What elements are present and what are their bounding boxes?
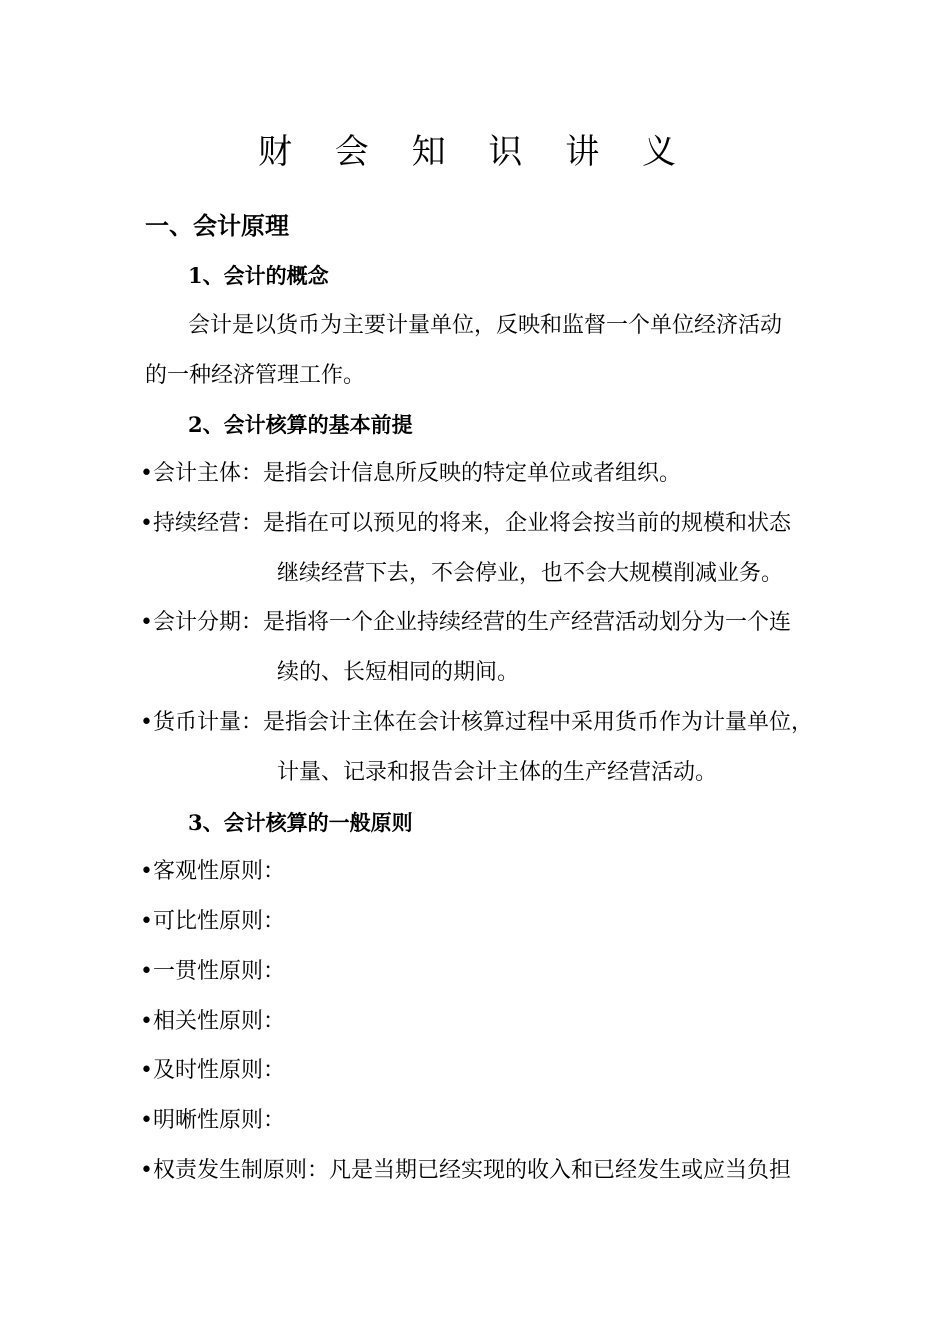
premise-item-going-concern-line-1: •持续经营：是指在可以预见的将来，企业将会按当前的规模和状态	[140, 511, 791, 536]
subheading-general-principles: 3、会计核算的一般原则	[188, 810, 413, 835]
principle-item-accrual-basis: •权责发生制原则：凡是当期已经实现的收入和已经发生或应当负担	[140, 1158, 791, 1183]
section-heading-accounting-principles: 一、会计原理	[145, 212, 289, 240]
premise-item-monetary-measurement-line-1: •货币计量：是指会计主体在会计核算过程中采用货币作为计量单位，	[140, 710, 813, 735]
subheading-accounting-concept: 1、会计的概念	[188, 263, 329, 288]
paragraph-concept-line-2: 的一种经济管理工作。	[145, 363, 366, 388]
premise-item-accounting-period-line-2: 续的、长短相同的期间。	[277, 660, 520, 685]
premise-item-accounting-period-line-1: •会计分期：是指将一个企业持续经营的生产经营活动划分为一个连	[140, 610, 791, 635]
principle-item-timeliness: •及时性原则：	[140, 1058, 285, 1083]
principle-item-relevance: •相关性原则：	[140, 1009, 285, 1034]
document-title: 财 会 知 识 讲 义	[257, 132, 693, 172]
subheading-basic-premises: 2、会计核算的基本前提	[188, 412, 413, 437]
premise-item-going-concern-line-2: 继续经营下去，不会停业，也不会大规模削减业务。	[277, 561, 784, 586]
paragraph-concept-line-1: 会计是以货币为主要计量单位，反映和监督一个单位经济活动	[188, 313, 783, 338]
premise-item-entity: •会计主体：是指会计信息所反映的特定单位或者组织。	[140, 461, 681, 486]
principle-item-consistency: •一贯性原则：	[140, 959, 285, 984]
principle-item-clarity: •明晰性原则：	[140, 1108, 285, 1133]
principle-item-objectivity: •客观性原则：	[140, 859, 285, 884]
premise-item-monetary-measurement-line-2: 计量、记录和报告会计主体的生产经营活动。	[277, 760, 718, 785]
principle-item-comparability: •可比性原则：	[140, 909, 285, 934]
